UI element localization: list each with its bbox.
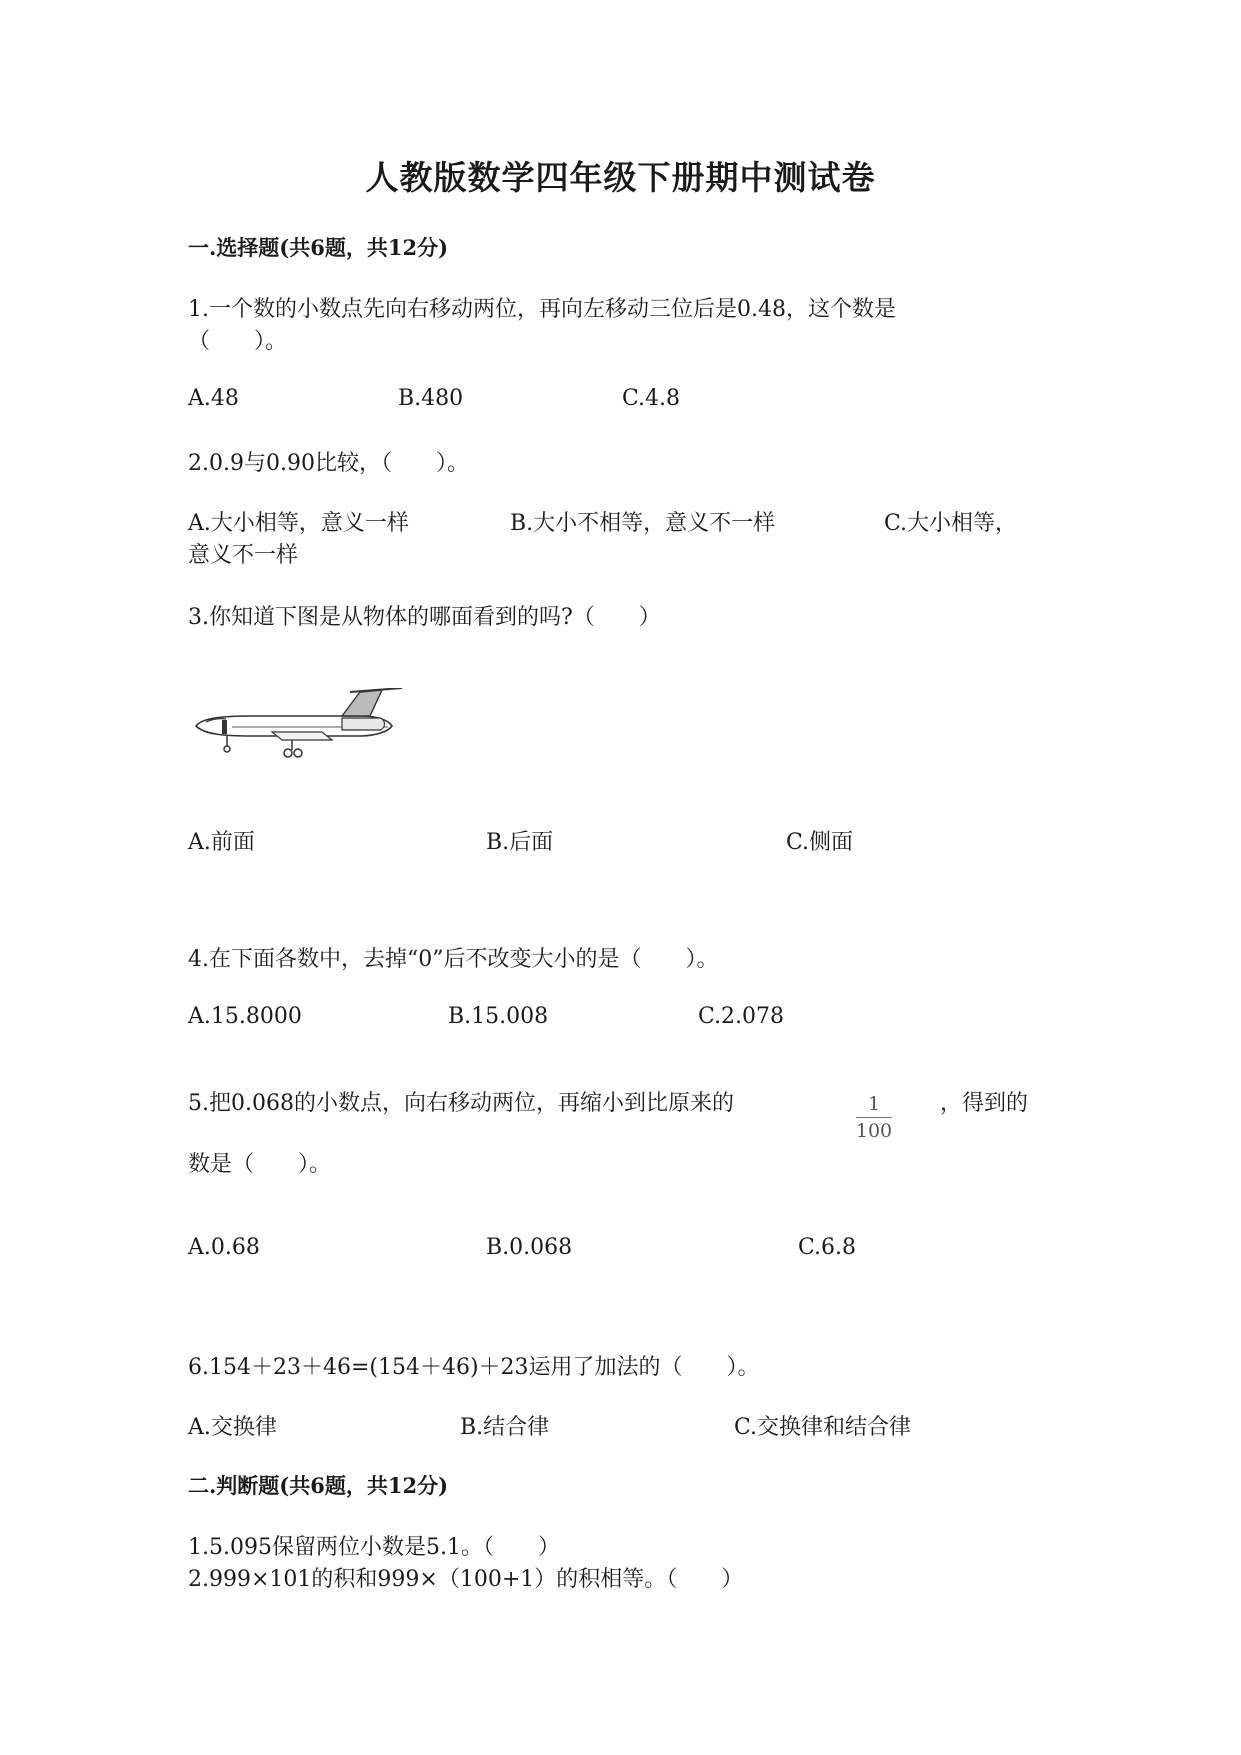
question-1-option-c[interactable]: C.4.8 [622,386,681,411]
question-4-option-c[interactable]: C.2.078 [698,1004,785,1029]
question-5-text-after: ，得到的 [940,1091,1029,1116]
question-6-option-c[interactable]: C.交换律和结合律 [734,1415,912,1440]
fraction-bar [856,1117,892,1118]
judgement-question-2: 2.999×101的积和999×（100+1）的积相等。（ ） [188,1567,744,1592]
question-2-option-c-line2: 意义不一样 [188,543,299,568]
question-6-text: 6.154＋23＋46=(154＋46)＋23运用了加法的（ ）。 [188,1355,760,1380]
section-heading-judgement: 二.判断题(共6题，共12分) [188,1473,449,1498]
airplane-image [192,688,422,760]
section-heading-choice: 一.选择题(共6题，共12分) [188,235,449,260]
question-4-option-a[interactable]: A.15.8000 [188,1004,302,1029]
question-4-text: 4.在下面各数中，去掉“0”后不改变大小的是（ ）。 [188,947,719,972]
question-1-text-line2: （ ）。 [188,329,288,354]
question-2-text: 2.0.9与0.90比较，（ ）。 [188,451,469,476]
question-6-option-a[interactable]: A.交换律 [188,1415,277,1440]
question-6-option-b[interactable]: B.结合律 [460,1415,550,1440]
question-5-text: 5.把0.068的小数点，向右移动两位，再缩小到比原来的 [188,1091,734,1116]
judgement-question-1: 1.5.095保留两位小数是5.1。（ ） [188,1535,560,1560]
question-1-text: 1.一个数的小数点先向右移动两位，再向左移动三位后是0.48，这个数是 [188,297,896,322]
question-3-option-a[interactable]: A.前面 [188,830,255,855]
question-5-option-b[interactable]: B.0.068 [486,1235,573,1260]
question-2-option-a[interactable]: A.大小相等，意义一样 [188,511,409,536]
question-3-text: 3.你知道下图是从物体的哪面看到的吗?（ ） [188,605,661,630]
page-title: 人教版数学四年级下册期中测试卷 [365,158,876,197]
question-4-option-b[interactable]: B.15.008 [448,1004,549,1029]
question-5-text-line2: 数是（ ）。 [188,1152,332,1177]
question-2-option-b[interactable]: B.大小不相等，意义不一样 [510,511,776,536]
question-5-option-a[interactable]: A.0.68 [188,1235,260,1260]
question-3-option-c[interactable]: C.侧面 [786,830,854,855]
question-3-option-b[interactable]: B.后面 [486,830,554,855]
question-1-option-b[interactable]: B.480 [398,386,464,411]
fraction-denominator: 100 [855,1120,893,1142]
fraction-one-hundredth [852,1092,896,1143]
question-1-option-a[interactable]: A.48 [188,386,239,411]
fraction-numerator: 1 [867,1093,881,1115]
question-2-option-c[interactable]: C.大小相等， [884,511,1018,536]
question-5-option-c[interactable]: C.6.8 [798,1235,857,1260]
